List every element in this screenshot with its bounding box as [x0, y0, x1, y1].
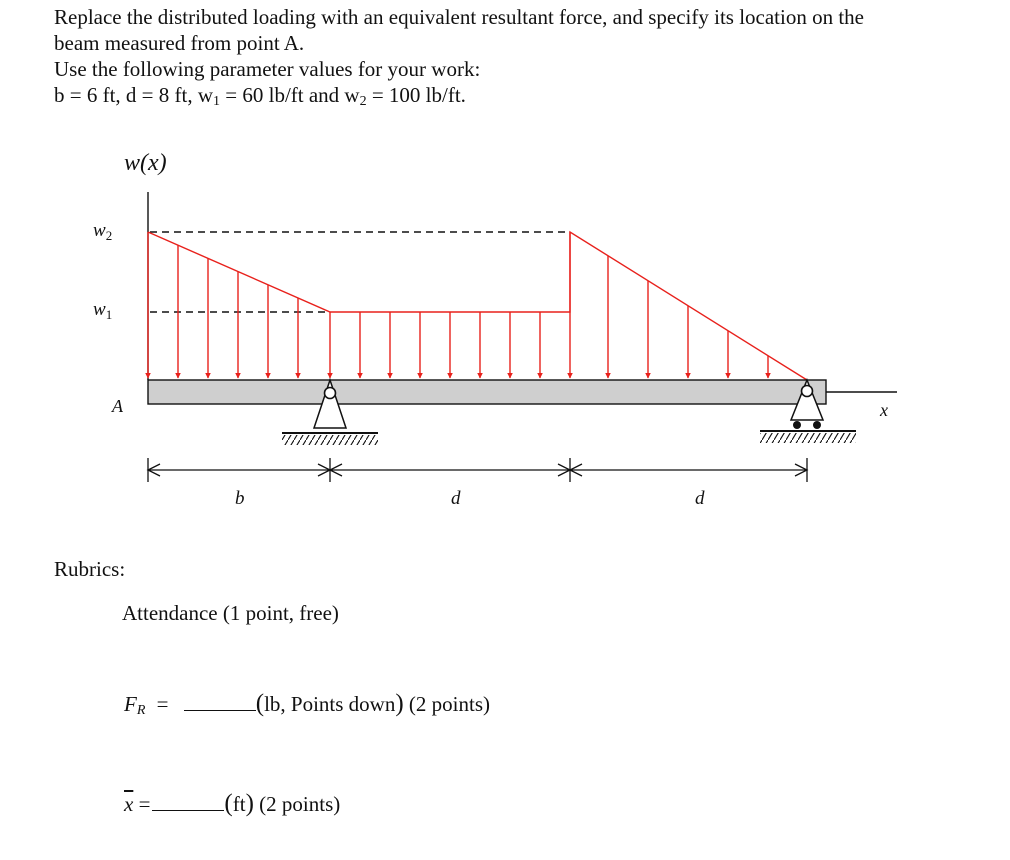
fr-points: (2 points)	[408, 692, 490, 716]
load-arrows	[148, 232, 768, 378]
xbar-symbol: $\overline{x}$	[124, 792, 134, 816]
dim-d2-label: d	[695, 488, 705, 509]
xbar-answer-blank[interactable]	[152, 792, 224, 811]
params-b-d-w1: b = 6 ft, d = 8 ft, w	[54, 83, 214, 107]
problem-line-1: Replace the distributed loading with an equivalent resultant force, and specify its location on the	[54, 5, 865, 29]
w2-subscript: 2	[359, 94, 367, 109]
load-profile	[148, 232, 807, 380]
x-axis-label: x	[880, 400, 888, 420]
fr-unit: lb, Points down	[264, 692, 396, 716]
w1-label: $w_1$	[93, 299, 113, 322]
dim-d1-label: d	[451, 488, 461, 509]
centroid-rubric: $\overline{x} = (ft)$ (2 points)	[124, 790, 341, 817]
fr-answer-blank[interactable]	[184, 692, 256, 711]
xbar-points: (2 points)	[259, 792, 341, 816]
params-w2-value: = 100 lb/ft.	[366, 83, 466, 107]
fr-subscript: R	[136, 703, 146, 718]
attendance-rubric: Attendance (1 point, free)	[122, 601, 339, 625]
problem-line-3: Use the following parameter values for your work:	[54, 57, 481, 81]
rubrics-heading: Rubrics:	[54, 557, 126, 581]
fr-equals: =	[156, 692, 169, 716]
dim-b-label: b	[235, 488, 245, 509]
point-a-label: A	[112, 396, 123, 416]
w2-label: $w_2$	[93, 220, 113, 243]
w-axis-label: w(x)	[124, 150, 167, 176]
xbar-equals: =	[138, 792, 151, 816]
fr-symbol: F	[124, 692, 137, 716]
w1-subscript: 1	[213, 94, 221, 109]
dimension-lines	[148, 458, 807, 482]
params-w1-w2: = 60 lb/ft and w	[220, 83, 360, 107]
xbar-unit: ft	[232, 792, 246, 816]
resultant-force-rubric: $F_R = (lb$, Points down) (2 points)	[124, 690, 490, 718]
beam	[148, 380, 826, 404]
problem-line-2: beam measured from point A.	[54, 31, 305, 55]
